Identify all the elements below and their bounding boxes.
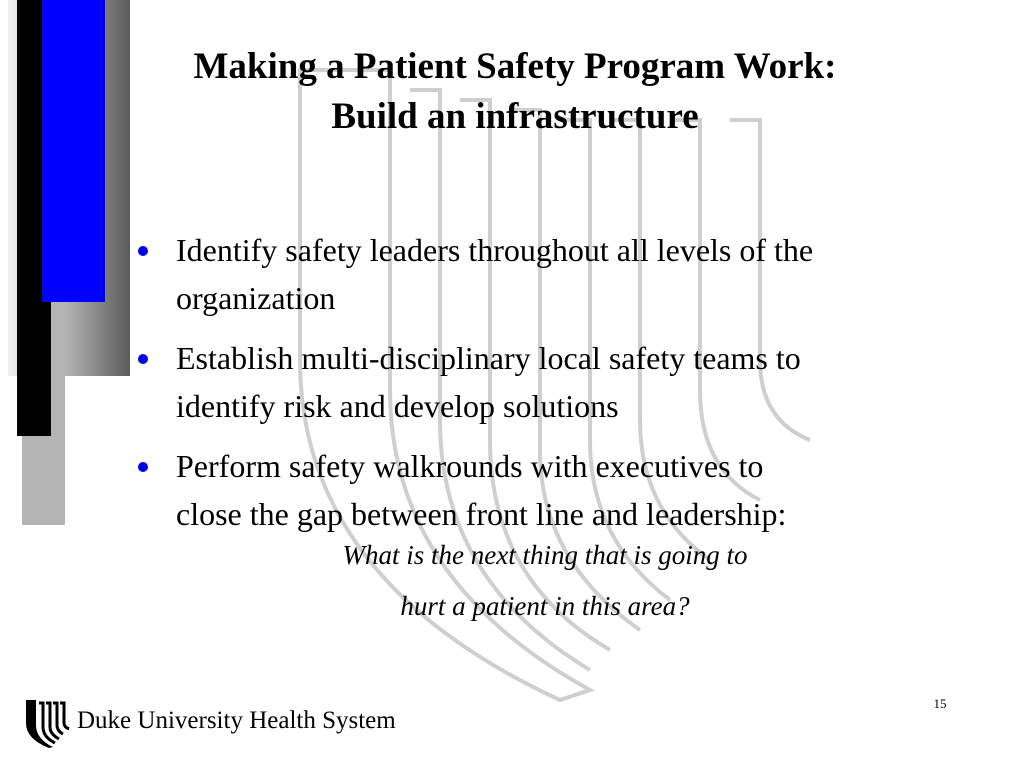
title-line-1: Making a Patient Safety Program Work: [193,46,837,87]
slide-title [120,42,910,142]
bullet-text-line: Identify safety leaders throughout all levels of the [176,232,814,268]
bullet-dot-icon [138,462,148,472]
bullet-text-line: Perform safety walkrounds with executives to [176,448,764,484]
bullet-text-line: organization [176,280,336,316]
bullet-dot-icon [138,354,148,364]
quote-line-1: What is the next thing that is going to [342,540,748,570]
footer-organization: Duke University Health System [77,707,396,734]
bullet-text-line: Establish multi-disciplinary local safety teams to [176,340,801,376]
bullet-dot-icon [138,246,148,256]
bullet-item [138,226,978,322]
page-number: 15 [933,696,947,711]
bullet-text-line: close the gap between front line and leadership: [176,496,787,532]
quote-line-2: hurt a patient in this area? [400,591,690,621]
bullet-item [138,334,978,430]
title-line-2: Build an infrastructure [331,96,699,137]
bullet-item [138,442,978,538]
duke-shield-logo-icon [25,699,71,749]
bullet-text-line: identify risk and develop solutions [176,388,619,424]
blue-bar [42,0,105,302]
bullet-list [138,226,978,550]
